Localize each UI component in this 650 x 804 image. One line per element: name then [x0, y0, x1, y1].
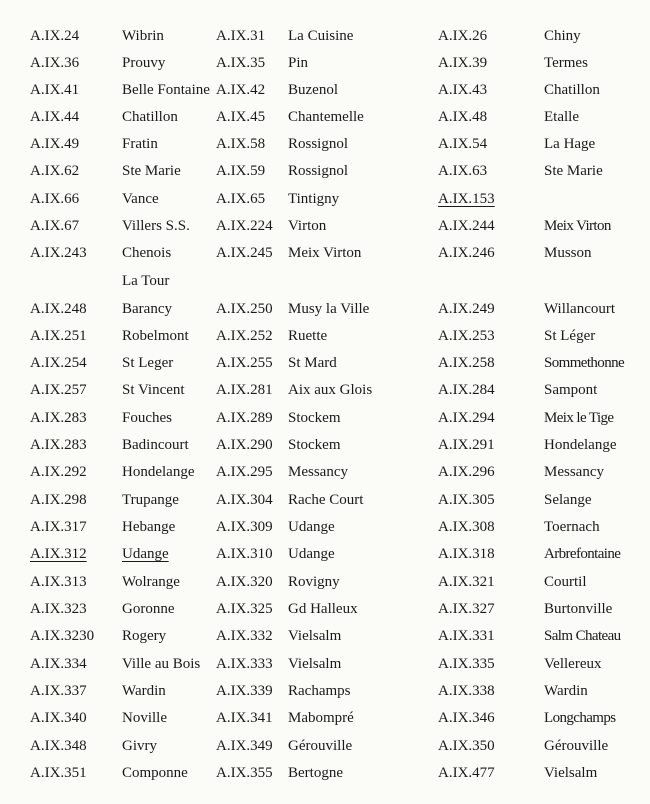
place-name: Udange	[122, 546, 169, 562]
reference-code: A.IX.320	[216, 574, 273, 590]
place-name: St Vincent	[122, 382, 185, 398]
place-name: Stockem	[288, 410, 341, 426]
reference-code: A.IX.43	[438, 82, 488, 98]
place-name: Badincourt	[122, 437, 189, 453]
place-name: Messancy	[544, 464, 604, 480]
place-name: Componne	[122, 765, 188, 781]
reference-code: A.IX.245	[216, 245, 273, 261]
table-row	[0, 268, 650, 294]
reference-code: A.IX.333	[216, 656, 273, 672]
place-name: Ste Marie	[122, 163, 181, 179]
reference-code: A.IX.253	[438, 328, 495, 344]
place-name: Wolrange	[122, 574, 180, 590]
reference-code: A.IX.339	[216, 683, 273, 699]
table-row	[0, 186, 650, 212]
place-name: Virton	[288, 218, 327, 234]
place-name: Rachamps	[288, 683, 351, 699]
reference-code: A.IX.48	[438, 109, 488, 125]
reference-code: A.IX.54	[438, 136, 488, 152]
place-name: Toernach	[544, 519, 600, 535]
table-row	[0, 213, 650, 239]
reference-code: A.IX.49	[30, 136, 80, 152]
place-name: Vance	[122, 191, 159, 207]
reference-code: A.IX.153	[438, 191, 495, 207]
place-name: Rogery	[122, 628, 167, 644]
place-name: Rovigny	[288, 574, 340, 590]
reference-code: A.IX.346	[438, 710, 495, 726]
place-name: Longchamps	[544, 710, 616, 726]
table-row	[0, 23, 650, 49]
reference-code: A.IX.246	[438, 245, 495, 261]
reference-code: A.IX.334	[30, 656, 87, 672]
place-name: Fouches	[122, 410, 172, 426]
table-row	[0, 77, 650, 103]
table-row	[0, 350, 650, 376]
place-name: Pin	[288, 55, 309, 71]
place-name: Prouvy	[122, 55, 166, 71]
place-name: Vielsalm	[288, 628, 342, 644]
place-name: Termes	[544, 55, 588, 71]
place-name: Vellereux	[544, 656, 602, 672]
reference-code: A.IX.331	[438, 628, 495, 644]
place-name: Gérouville	[288, 738, 353, 754]
reference-code: A.IX.224	[216, 218, 273, 234]
place-name: Vielsalm	[544, 765, 598, 781]
place-name: Wardin	[544, 683, 588, 699]
place-name: Wibrin	[122, 28, 164, 44]
place-name: Gérouville	[544, 738, 609, 754]
place-name: Wardin	[122, 683, 166, 699]
reference-code: A.IX.327	[438, 601, 495, 617]
reference-code: A.IX.252	[216, 328, 273, 344]
reference-code: A.IX.290	[216, 437, 273, 453]
place-name: Chatillon	[544, 82, 600, 98]
reference-code: A.IX.284	[438, 382, 495, 398]
table-row	[0, 760, 650, 786]
place-name: Rache Court	[288, 492, 364, 508]
place-name: Noville	[122, 710, 167, 726]
reference-code: A.IX.39	[438, 55, 488, 71]
reference-code: A.IX.243	[30, 245, 87, 261]
reference-code: A.IX.312	[30, 546, 87, 562]
reference-code: A.IX.321	[438, 574, 495, 590]
place-name: Bertogne	[288, 765, 343, 781]
place-name: Tintigny	[288, 191, 340, 207]
reference-code: A.IX.313	[30, 574, 87, 590]
table-row	[0, 104, 650, 130]
place-name: Stockem	[288, 437, 341, 453]
reference-code: A.IX.244	[438, 218, 495, 234]
reference-code: A.IX.355	[216, 765, 273, 781]
place-name: Messancy	[288, 464, 348, 480]
table-row	[0, 651, 650, 677]
place-name: St Mard	[288, 355, 337, 371]
place-name: Villers S.S.	[122, 218, 190, 234]
reference-code: A.IX.310	[216, 546, 273, 562]
table-row	[0, 596, 650, 622]
place-name: Ruette	[288, 328, 328, 344]
reference-code: A.IX.26	[438, 28, 488, 44]
reference-code: A.IX.62	[30, 163, 80, 179]
reference-code: A.IX.350	[438, 738, 495, 754]
table-row	[0, 131, 650, 157]
reference-code: A.IX.341	[216, 710, 273, 726]
reference-code: A.IX.348	[30, 738, 87, 754]
reference-code: A.IX.295	[216, 464, 273, 480]
table-row	[0, 377, 650, 403]
place-name: Gd Halleux	[288, 601, 358, 617]
reference-code: A.IX.304	[216, 492, 273, 508]
reference-code: A.IX.477	[438, 765, 495, 781]
place-name: Musy la Ville	[288, 301, 370, 317]
reference-code: A.IX.42	[216, 82, 266, 98]
place-name: Ville au Bois	[122, 656, 201, 672]
place-name: Udange	[288, 546, 335, 562]
table-row	[0, 514, 650, 540]
reference-code: A.IX.258	[438, 355, 495, 371]
place-name: Trupange	[122, 492, 179, 508]
reference-code: A.IX.340	[30, 710, 87, 726]
place-name: Udange	[288, 519, 335, 535]
reference-code: A.IX.305	[438, 492, 495, 508]
reference-code: A.IX.317	[30, 519, 87, 535]
place-name: Willancourt	[544, 301, 616, 317]
place-name: Fratin	[122, 136, 158, 152]
table-row	[0, 158, 650, 184]
reference-code: A.IX.283	[30, 437, 87, 453]
reference-code: A.IX.298	[30, 492, 87, 508]
reference-code: A.IX.292	[30, 464, 87, 480]
reference-code: A.IX.24	[30, 28, 80, 44]
place-name: Robelmont	[122, 328, 189, 344]
place-name: Rossignol	[288, 136, 349, 152]
table-row	[0, 405, 650, 431]
place-name: Goronne	[122, 601, 175, 617]
table-row	[0, 50, 650, 76]
reference-code: A.IX.254	[30, 355, 87, 371]
reference-code: A.IX.251	[30, 328, 87, 344]
reference-code: A.IX.309	[216, 519, 273, 535]
reference-code: A.IX.66	[30, 191, 80, 207]
place-name: Sampont	[544, 382, 598, 398]
table-row	[0, 623, 650, 649]
place-name: Aix aux Glois	[288, 382, 373, 398]
reference-code: A.IX.308	[438, 519, 495, 535]
place-name: Musson	[544, 245, 592, 261]
reference-code: A.IX.335	[438, 656, 495, 672]
place-name: Meix le Tige	[544, 410, 614, 426]
place-name: Buzenol	[288, 82, 338, 98]
place-name: Etalle	[544, 109, 579, 125]
table-row	[0, 733, 650, 759]
reference-code: A.IX.31	[216, 28, 266, 44]
place-name: Meix Virton	[288, 245, 362, 261]
reference-code: A.IX.59	[216, 163, 266, 179]
reference-code: A.IX.338	[438, 683, 495, 699]
reference-code: A.IX.281	[216, 382, 273, 398]
place-name: Rossignol	[288, 163, 349, 179]
table-row	[0, 705, 650, 731]
table-row	[0, 569, 650, 595]
reference-code: A.IX.351	[30, 765, 87, 781]
place-name: La Tour	[122, 273, 170, 289]
reference-code: A.IX.44	[30, 109, 80, 125]
place-name: La Cuisine	[288, 28, 354, 44]
place-name: St Léger	[544, 328, 596, 344]
place-name: Sommethonne	[544, 355, 625, 371]
place-name: St Leger	[122, 355, 174, 371]
reference-code: A.IX.332	[216, 628, 273, 644]
reference-code: A.IX.248	[30, 301, 87, 317]
place-name: Chenois	[122, 245, 172, 261]
place-name: Selange	[544, 492, 592, 508]
reference-code: A.IX.63	[438, 163, 488, 179]
reference-code: A.IX.291	[438, 437, 495, 453]
reference-code: A.IX.283	[30, 410, 87, 426]
place-name: Burtonville	[544, 601, 613, 617]
place-name: Chiny	[544, 28, 581, 44]
place-name: Chatillon	[122, 109, 178, 125]
place-name: Hebange	[122, 519, 176, 535]
reference-code: A.IX.323	[30, 601, 87, 617]
table-row	[0, 240, 650, 266]
reference-code: A.IX.65	[216, 191, 266, 207]
reference-code: A.IX.250	[216, 301, 273, 317]
table-row	[0, 541, 650, 567]
place-name: Givry	[122, 738, 157, 754]
reference-code: A.IX.349	[216, 738, 273, 754]
reference-code: A.IX.249	[438, 301, 495, 317]
reference-code: A.IX.36	[30, 55, 80, 71]
place-name: La Hage	[544, 136, 596, 152]
reference-code: A.IX.289	[216, 410, 273, 426]
reference-code: A.IX.255	[216, 355, 273, 371]
place-name: Chantemelle	[288, 109, 364, 125]
reference-code: A.IX.296	[438, 464, 495, 480]
place-name: Mabompré	[288, 710, 354, 726]
reference-code: A.IX.257	[30, 382, 87, 398]
reference-code: A.IX.3230	[30, 628, 95, 644]
place-name: Arbrefontaine	[544, 546, 621, 562]
place-name: Ste Marie	[544, 163, 603, 179]
reference-code: A.IX.35	[216, 55, 266, 71]
place-name: Hondelange	[122, 464, 195, 480]
reference-code: A.IX.41	[30, 82, 80, 98]
place-name: Courtil	[544, 574, 587, 590]
reference-code: A.IX.67	[30, 218, 80, 234]
place-name: Meix Virton	[544, 218, 611, 234]
table-row	[0, 432, 650, 458]
table-row	[0, 459, 650, 485]
place-name: Hondelange	[544, 437, 617, 453]
table-row	[0, 678, 650, 704]
reference-code: A.IX.318	[438, 546, 495, 562]
reference-code: A.IX.294	[438, 410, 495, 426]
place-name: Vielsalm	[288, 656, 342, 672]
table-row	[0, 296, 650, 322]
table-row	[0, 323, 650, 349]
reference-code: A.IX.45	[216, 109, 266, 125]
table-row	[0, 487, 650, 513]
reference-code: A.IX.58	[216, 136, 266, 152]
place-name: Belle Fontaine	[122, 82, 210, 98]
place-name: Salm Chateau	[544, 628, 621, 644]
reference-code: A.IX.325	[216, 601, 273, 617]
place-name: Barancy	[122, 301, 172, 317]
reference-code: A.IX.337	[30, 683, 87, 699]
